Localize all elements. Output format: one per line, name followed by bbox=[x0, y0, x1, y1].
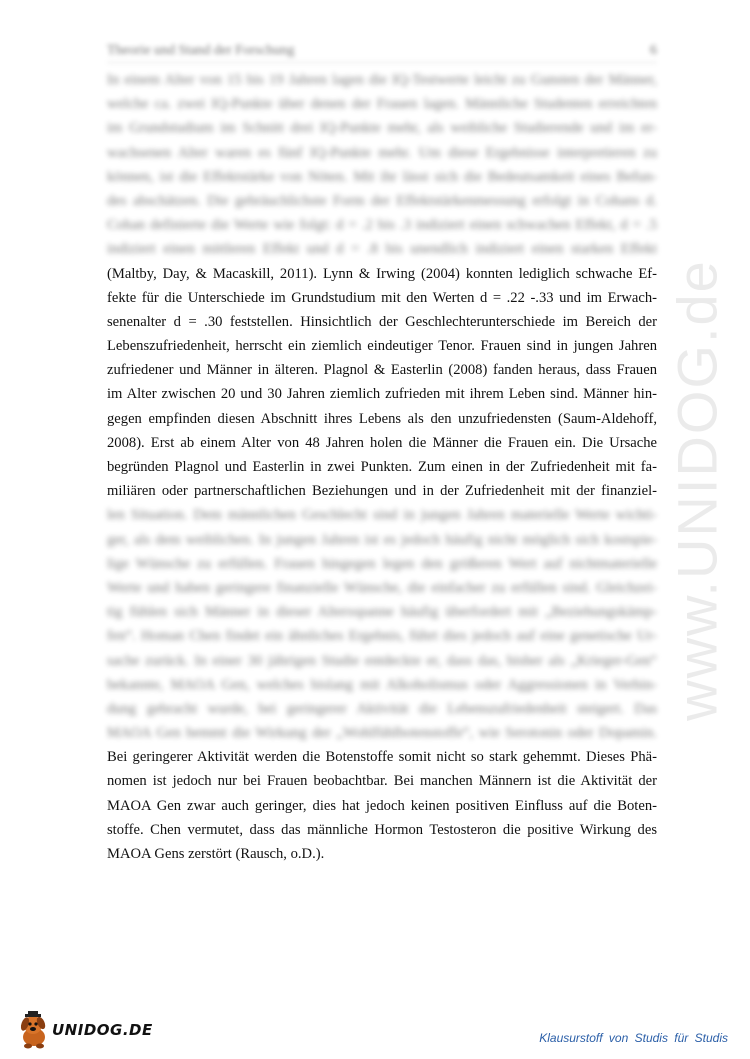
text-line-blurred: sache zurück. In einer 30 jährigen Studie entdeckte er, dass das, bisher als „Krieger-Gen“ bbox=[107, 652, 657, 669]
text-line: 2008). Erst ab einem Alter von 48 Jahren holen die Männer die Frauen ein. Die Ursache bbox=[107, 434, 657, 451]
text-line: gegen empfinden diesen Abschnitt ihres Lebens als den unzufriedensten (Saum-Aldehoff, bbox=[107, 410, 657, 427]
text-line-blurred: welche ca. zwei IQ-Punkte über denen der Frauen lagen. Männliche Studenten erreichten bbox=[107, 96, 657, 113]
logo-text: UNIDOG.DE bbox=[52, 1021, 153, 1039]
text-line-blurred: Cohan definierte die Werte wie folgt: d = .2 bis .3 indiziert einen schwachen Effekt, d = .5 bbox=[107, 217, 657, 234]
text-line: stoffe. Chen vermutet, dass das männliche Hormon Testosteron die positive Wirkung des bbox=[107, 821, 657, 838]
text-line: senenalter d = .30 feststellen. Hinsichtlich der Geschlechterunterschiede im Bereich der bbox=[107, 313, 657, 330]
text-line-blurred: MAOA Gen hemmt die Wirkung der „Wohlfühlbotenstoffe“, wie Serotonin oder Dopamin. bbox=[107, 725, 657, 742]
text-line-blurred: wachsenen Alter waren es fünf IQ-Punkte mehr. Um diese Ergebnisse interpretieren zu bbox=[107, 144, 657, 161]
text-line: MAOA Gens zerstört (Rausch, o.D.). bbox=[107, 846, 325, 862]
text-line-blurred: dung gebracht wurde, bei geringerer Aktivität die Lebenszufriedenheit steigert. Das bbox=[107, 700, 657, 717]
text-line-blurred: können, ist die Effektstärke von Nöten. Mit ihr lässt sich die Bedeutsamkeit eines Befun- bbox=[107, 168, 657, 185]
text-line-blurred: fen“. Homan Chen findet ein ähnliches Ergebnis, führt dies jedoch auf eine genetische Ur- bbox=[107, 628, 657, 645]
footer-tagline: Klausurstoff von Studis für Studis bbox=[539, 1031, 728, 1045]
header-title: Theorie und Stand der Forschung bbox=[107, 43, 295, 58]
text-line-blurred: len Situation. Dem männlichen Geschlecht sind in jungen Jahren materielle Werte wichti- bbox=[107, 507, 657, 524]
text-line: nomen ist jedoch nur bei Frauen beobachtbar. Bei manchen Männern ist die Aktivität der bbox=[107, 773, 657, 790]
text-line-blurred: In einem Alter von 15 bis 19 Jahren lagen die IQ-Testwerte leicht zu Gunsten der Männer, bbox=[107, 72, 657, 88]
text-line-blurred: des abschätzen. Die gebräuchlichste Form der Effektstärkenmessung erfolgt in Cohans d. bbox=[107, 192, 657, 209]
text-line-blurred: tig fühlen sich Männer in dieser Altersspanne häufig überfordert mit „Beziehungskämp- bbox=[107, 604, 657, 621]
text-line: begründen Plagnol und Easterlin in zwei Punkten. Zum einen in der Zufriedenheit mit fa- bbox=[107, 459, 657, 475]
text-line: miliären oder partnerschaftlichen Beziehungen und in der Zufriedenheit mit der finanziel- bbox=[107, 483, 657, 500]
dog-mascot-icon bbox=[18, 1010, 54, 1050]
text-line-blurred: bekannte, MAOA Gen, welches bislang mit Alkoholismus oder Aggressionen in Verbin- bbox=[107, 676, 657, 693]
text-line-blurred: Werte und haben geringere finanzielle Wünsche, die einfacher zu erfüllen sind. Gleichzei- bbox=[107, 579, 657, 596]
text-line: (Maltby, Day, & Macaskill, 2011). Lynn & Irwing (2004) konnten lediglich schwache Ef- bbox=[107, 265, 657, 282]
unidog-logo[interactable] bbox=[18, 1010, 168, 1052]
text-line: im Alter zwischen 20 und 30 Jahren ziemlich zufrieden mit ihrem Leben sind. Männer hin- bbox=[107, 386, 657, 403]
text-line-blurred: lige Wünsche zu erfüllen. Frauen hingegen legen den größeren Wert auf nichtmaterielle bbox=[107, 555, 657, 572]
text-line: Lebenszufriedenheit, herrscht ein ziemlich eindeutiger Tenor. Frauen sind in jungen Jahren bbox=[107, 338, 657, 355]
text-line: Bei geringerer Aktivität werden die Botenstoffe somit nicht so stark gehemmt. Dieses Phä- bbox=[107, 749, 657, 766]
watermark bbox=[662, 230, 732, 750]
watermark-text: www.UNIDOG.de bbox=[665, 259, 729, 721]
text-line-blurred: ger, als dem weiblichen. In jungen Jahren ist es jedoch häufig nicht möglich sich kostspie- bbox=[107, 531, 657, 548]
text-line: fekte für die Unterschiede im Grundstudium mit den Werten d = .22 -.33 und im Erwach- bbox=[107, 289, 657, 306]
text-line-blurred: indiziert einen mittleren Effekt und d = .8 bis unendlich indiziert einen starken Effekt bbox=[107, 241, 657, 258]
running-header bbox=[107, 40, 657, 63]
text-line: MAOA Gen zwar auch geringer, dies hat jedoch keinen positiven Einfluss auf die Boten- bbox=[107, 797, 657, 814]
page-number: 6 bbox=[650, 43, 657, 58]
text-line: zufriedener und Männer in älteren. Plagnol & Easterlin (2008) fanden heraus, dass Frauen bbox=[107, 362, 657, 379]
body-paragraph bbox=[107, 68, 657, 866]
text-line-blurred: im Grundstudium im Schnitt drei IQ-Punkte mehr, als weibliche Studierende und im er- bbox=[107, 120, 657, 137]
